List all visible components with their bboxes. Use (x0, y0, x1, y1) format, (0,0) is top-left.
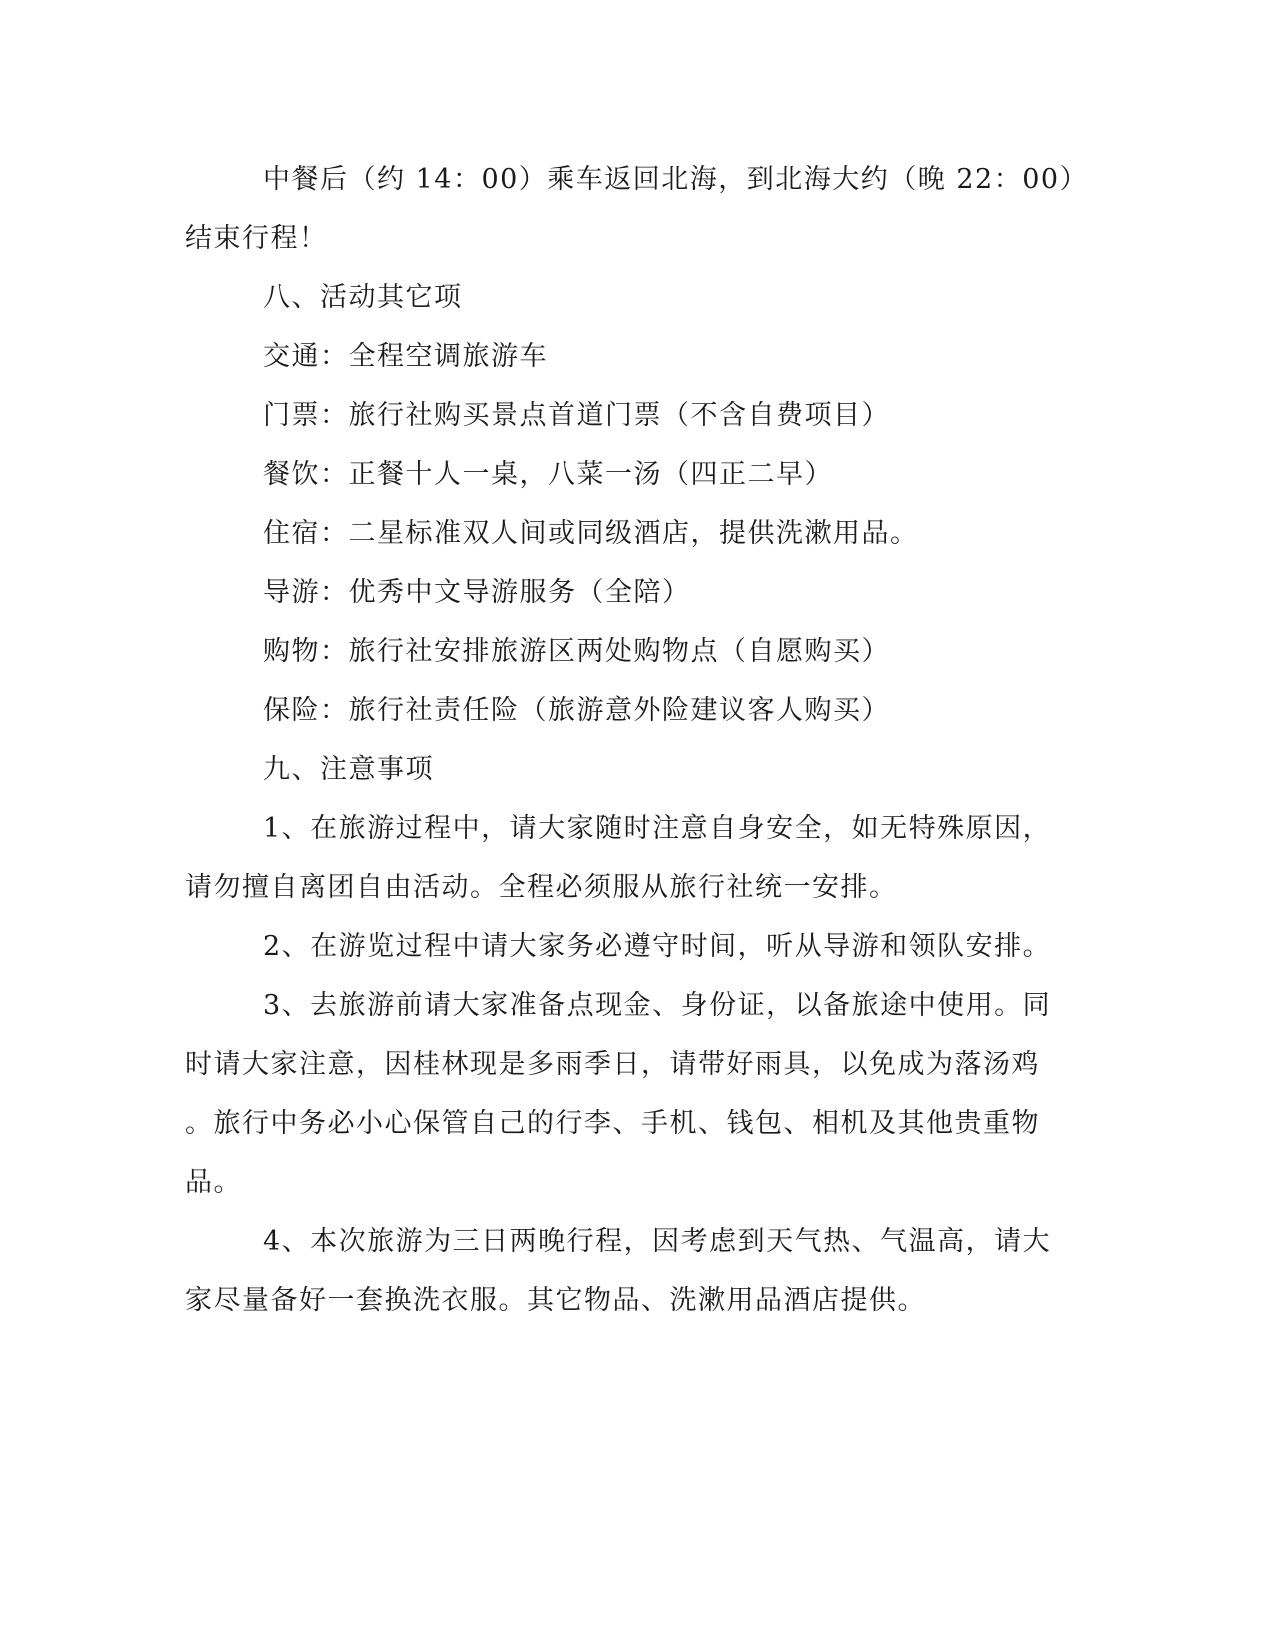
section-heading: 八、活动其它项 (263, 282, 463, 313)
list-item: 门票：旅行社购买景点首道门票（不含自费项目） (263, 400, 890, 431)
paragraph-line: 时请大家注意，因桂林现是多雨季日，请带好雨具，以免成为落汤鸡 (185, 1049, 1040, 1080)
list-item: 交通：全程空调旅游车 (263, 341, 548, 372)
paragraph-line: 1、在旅游过程中，请大家随时注意自身安全，如无特殊原因， (263, 813, 1052, 844)
paragraph-line: 4、本次旅游为三日两晚行程，因考虑到天气热、气温高，请大 (263, 1226, 1052, 1257)
paragraph-line: 中餐后（约 14：00）乘车返回北海，到北海大约（晚 22：00） (263, 164, 1089, 195)
list-item: 住宿：二星标准双人间或同级酒店，提供洗漱用品。 (263, 518, 919, 549)
list-item: 购物：旅行社安排旅游区两处购物点（自愿购买） (263, 636, 890, 667)
paragraph-line: 品。 (185, 1167, 242, 1198)
paragraph-line: 家尽量备好一套换洗衣服。其它物品、洗漱用品酒店提供。 (185, 1285, 926, 1316)
list-item: 保险：旅行社责任险（旅游意外险建议客人购买） (263, 695, 890, 726)
paragraph-line: 2、在游览过程中请大家务必遵守时间，听从导游和领队安排。 (263, 931, 1052, 962)
paragraph-line: 。旅行中务必小心保管自己的行李、手机、钱包、相机及其他贵重物 (185, 1108, 1040, 1139)
paragraph-line: 请勿擅自离团自由活动。全程必须服从旅行社统一安排。 (185, 872, 898, 903)
list-item: 导游：优秀中文导游服务（全陪） (263, 577, 691, 608)
section-heading: 九、注意事项 (263, 754, 434, 785)
paragraph-line: 结束行程！ (185, 223, 328, 254)
list-item: 餐饮：正餐十人一桌，八菜一汤（四正二早） (263, 459, 833, 490)
paragraph-line: 3、去旅游前请大家准备点现金、身份证，以备旅途中使用。同 (263, 990, 1052, 1021)
